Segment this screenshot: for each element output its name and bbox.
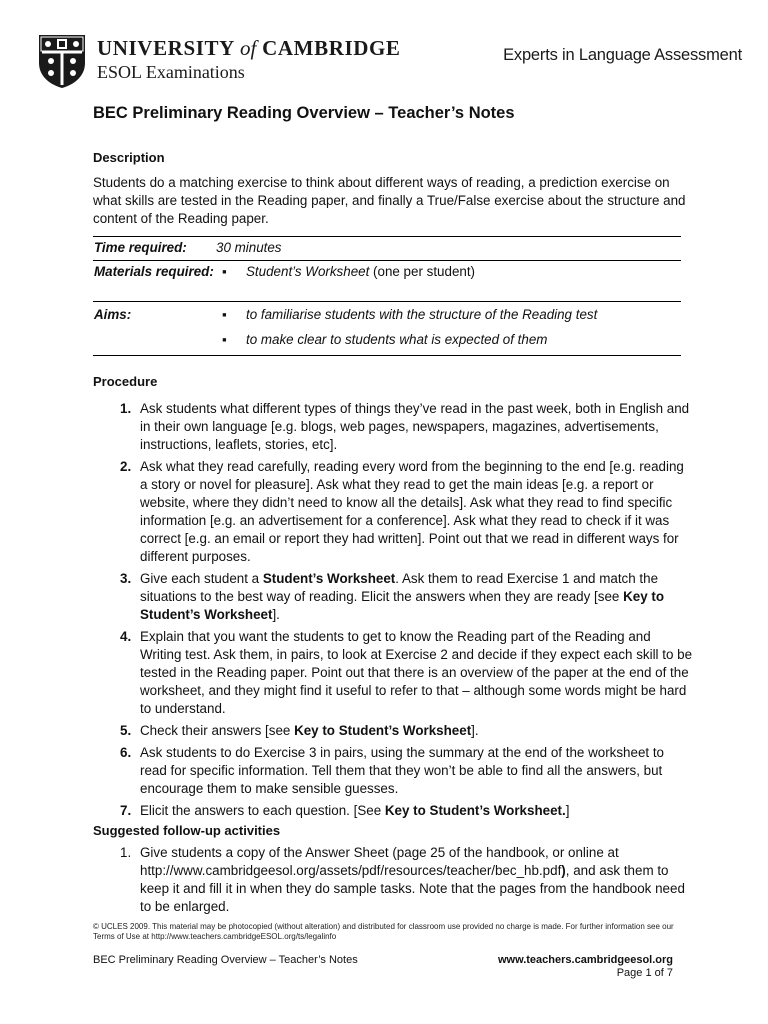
time-value: 30 minutes	[216, 240, 282, 255]
procedure-heading: Procedure	[93, 374, 158, 389]
list-item: 7. Elicit the answers to each question. [See Key to Student’s Worksheet.]	[120, 803, 570, 818]
time-row	[93, 237, 681, 260]
copyright-notice: © UCLES 2009. This material may be photocopied (without alteration) and distributed for classroom use provided no charge is made. For further information see our Terms of Use at http://www.teachers.cambridgeESOL.org/ts/legalinfo	[93, 922, 674, 941]
footer-right	[498, 954, 673, 980]
list-item: 5. Check their answers [see Key to Student’s Worksheet].	[120, 723, 479, 738]
bullet-icon: ▪	[222, 332, 227, 347]
lesson-info-table	[93, 236, 681, 356]
esol-examinations: ESOL Examinations	[97, 62, 245, 82]
footer-title: BEC Preliminary Reading Overview – Teacher’s Notes	[93, 954, 358, 966]
description-heading: Description	[93, 150, 165, 165]
procedure-list	[93, 400, 693, 920]
bullet-icon: ▪	[222, 264, 227, 279]
list-item: 1. Ask students what different types of things they’ve read in the past week, both in English and in their own language [e.g. blogs, web pages, newspapers, magazines, advertisements, instructions, leaflets, stories, etc].	[120, 401, 690, 452]
materials-item: ▪ Student’s Worksheet (one per student)	[216, 263, 681, 299]
follow-up-heading: Suggested follow-up activities	[93, 823, 281, 838]
bullet-icon: ▪	[222, 307, 227, 322]
list-item: 2. Ask what they read carefully, reading every word from the beginning to the end [e.g. reading a story or novel for pleasure]. Ask what they read to get the main ideas [e.g. a report or website, where they didn’t need to know all the details]. Ask what they read to find specific information [e.g. an advertisement for a conference]. Ask what they read to check if it was correct [e.g. an email or report they had written]. Point out that we read in different ways for different purposes.	[120, 459, 684, 564]
aims-row	[93, 301, 681, 355]
list-item: 4. Explain that you want the students to get to know the Reading part of the Reading and Writing test. Ask them, in pairs, to look at Exercise 2 and decide if they expect each skill to be tested in the Reading paper. Point out that there is an overview of the paper at the end of the worksheet, and they might find it useful to refer to that – although some words might be hard to understand.	[120, 629, 693, 716]
aims-list	[216, 306, 681, 349]
materials-label: Materials required:	[94, 264, 214, 279]
page-number: Page 1 of 7	[616, 967, 673, 979]
footer-website-link[interactable]: www.teachers.cambridgeesol.org	[497, 954, 673, 966]
tagline: Experts in Language Assessment	[503, 46, 742, 64]
aim-item: ▪ to familiarise students with the structure of the Reading test	[216, 306, 681, 324]
aims-label: Aims:	[94, 307, 132, 322]
page-title: BEC Preliminary Reading Overview – Teacher’s Notes	[93, 104, 515, 122]
university-name: UNIVERSITY of CAMBRIDGE	[97, 36, 401, 60]
aim-item: ▪ to make clear to students what is expected of them	[216, 331, 681, 349]
materials-row	[93, 260, 681, 301]
list-item: 1. Give students a copy of the Answer Sheet (page 25 of the handbook, or online at http://www.cambridgeesol.org/assets/pdf/resources/teacher/bec_hb.pdf), and ask them to keep it and fill it in when they do sample tasks. Note that the pages from the handbook need to be enlarged.	[120, 845, 685, 914]
list-item: 6. Ask students to do Exercise 3 in pairs, using the summary at the end of the worksheet to read for specific information. Tell them that they won’t be able to find all the answers, but encourage them to make sensible guesses.	[120, 745, 664, 796]
description-text: Students do a matching exercise to think about different ways of reading, a prediction exercise on what skills are tested in the Reading paper, and finally a True/False exercise about the structure and content of the Reading paper.	[93, 175, 686, 226]
list-item: 3. Give each student a Student’s Worksheet. Ask them to read Exercise 1 and match the situations to the best way of reading. Elicit the answers when they are ready [see Key to Student’s Worksheet].	[120, 571, 665, 622]
cambridge-crest-logo	[37, 33, 87, 89]
time-label: Time required:	[94, 240, 187, 255]
